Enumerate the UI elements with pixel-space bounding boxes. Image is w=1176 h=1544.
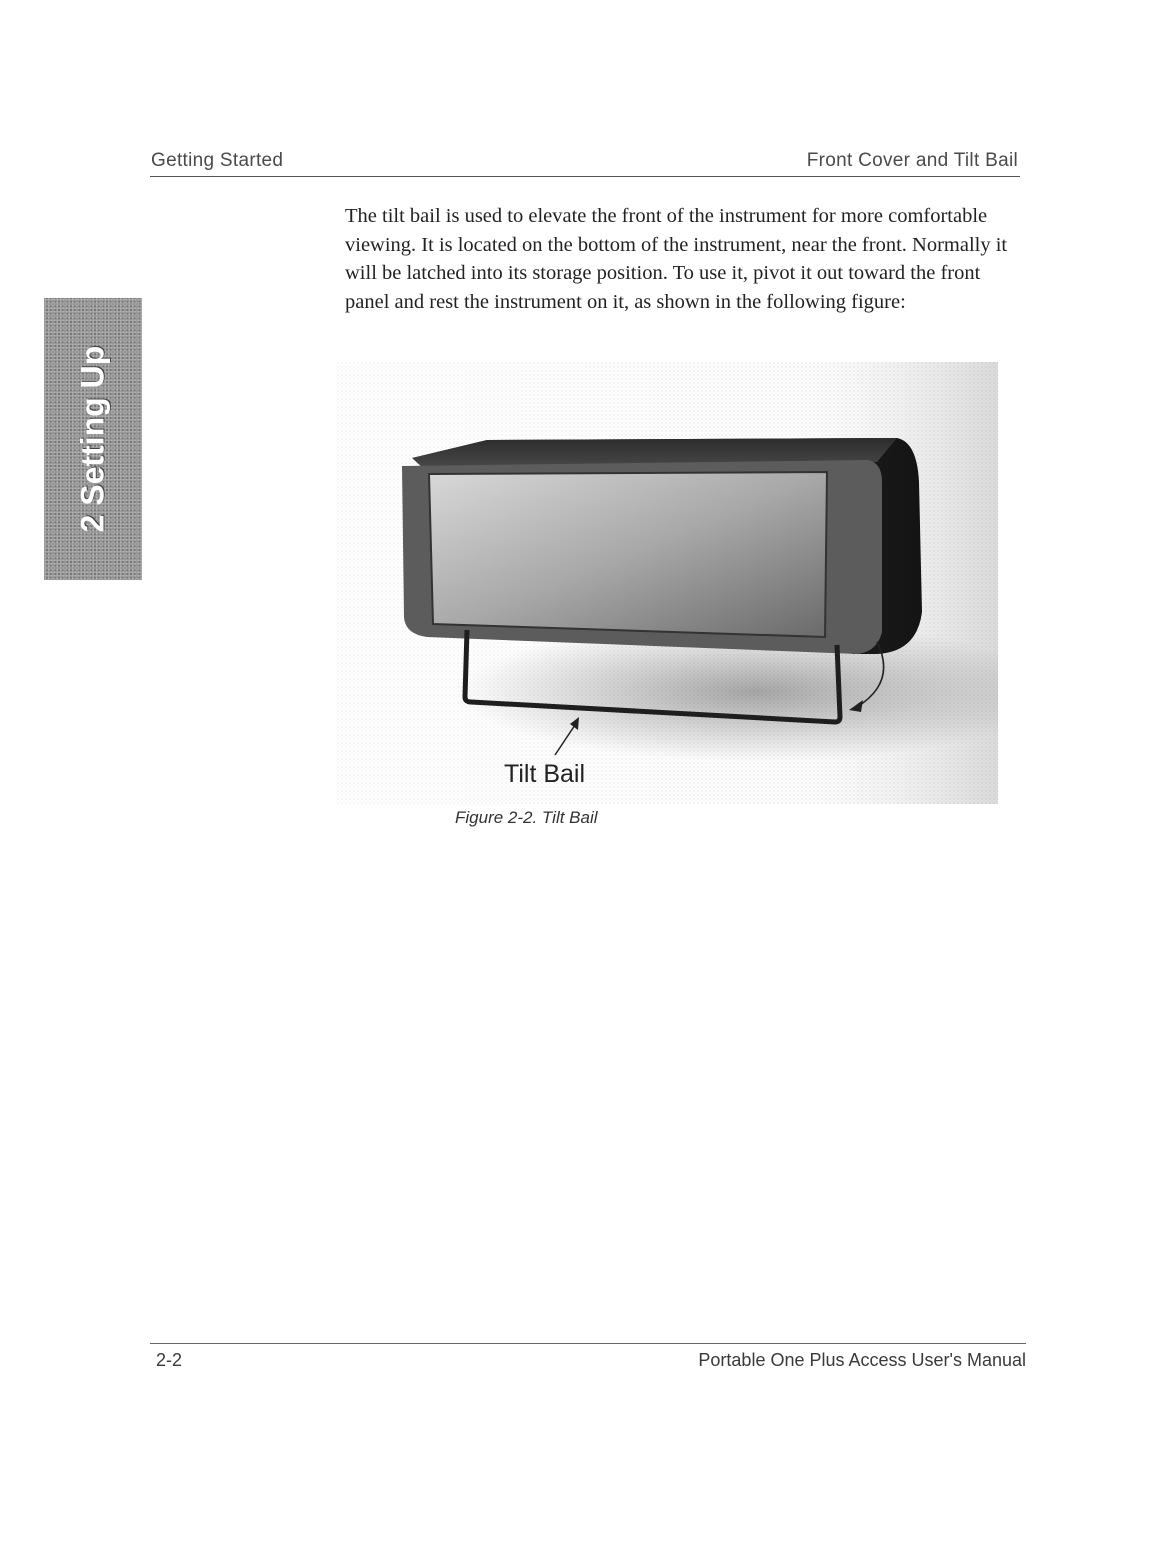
figure-caption: Figure 2-2. Tilt Bail xyxy=(455,808,598,827)
instrument-photo xyxy=(337,362,998,804)
tilt-bail-figure xyxy=(337,362,998,804)
header-rule xyxy=(150,176,1020,177)
figure-callout-label: Tilt Bail xyxy=(504,760,586,788)
page-number: 2-2 xyxy=(156,1350,183,1370)
footer-rule xyxy=(150,1343,1026,1344)
chapter-tab xyxy=(44,298,142,580)
body-paragraph: The tilt bail is used to elevate the front of the instrument for more comfortable viewing. It is located on the bottom of the instrument, near the front. Normally it will be latched into its storage position. To use it, pivot it out toward the front panel and rest the instrument on it, as shown in the following figure: xyxy=(345,205,1008,313)
running-header-section: Getting Started xyxy=(151,150,284,171)
chapter-tab-label: 2 Setting Up xyxy=(74,345,111,533)
running-header-topic: Front Cover and Tilt Bail xyxy=(806,150,1018,171)
manual-title: Portable One Plus Access User's Manual xyxy=(698,1350,1026,1370)
